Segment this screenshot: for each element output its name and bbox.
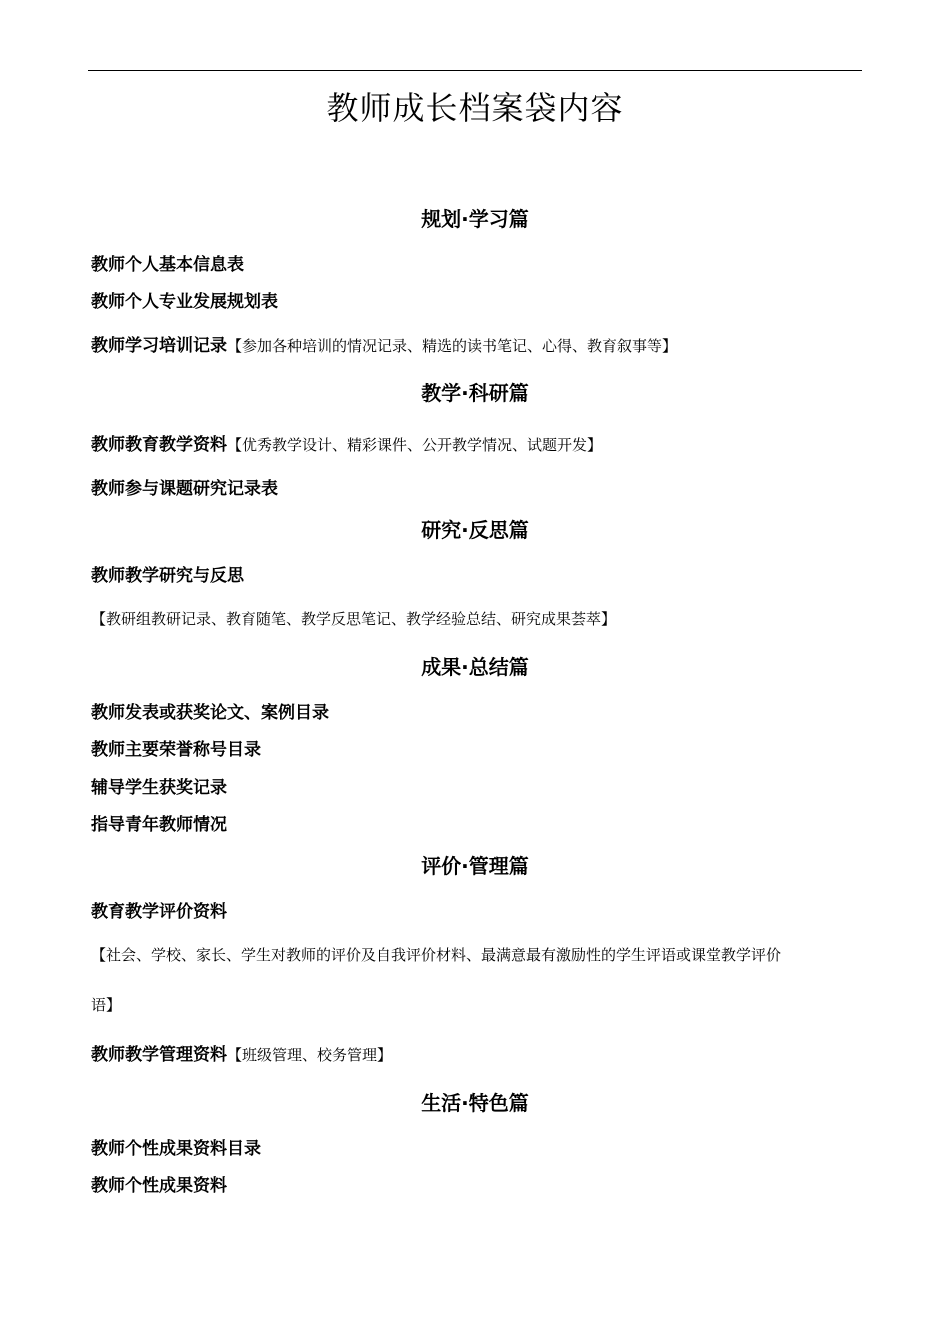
item-note: 【班级管理、校务管理】 (227, 1046, 393, 1064)
section-heading-results-summary: 成果·总结篇 (421, 655, 529, 679)
item-student-awards-record (91, 777, 227, 799)
item-label: 教师教学管理资料 (91, 1045, 227, 1065)
item-label: 教师个性成果资料目录 (91, 1139, 261, 1159)
item-project-research-record (91, 478, 278, 500)
item-label: 教师个性成果资料 (91, 1176, 227, 1196)
section-heading-life-features: 生活·特色篇 (421, 1091, 529, 1115)
item-basic-info-form (91, 254, 244, 276)
document-title: 教师成长档案袋内容 (326, 89, 624, 127)
item-label: 教师个人基本信息表 (91, 255, 244, 275)
item-personal-results-catalog (91, 1138, 261, 1160)
item-teaching-materials (91, 434, 602, 456)
item-evaluation-materials (91, 901, 227, 923)
item-training-record (91, 335, 677, 357)
item-note: 【参加各种培训的情况记录、精选的读书笔记、心得、教育叙事等】 (227, 337, 678, 355)
item-label: 教师教学研究与反思 (91, 566, 244, 586)
item-mentoring-young-teachers (91, 814, 227, 836)
item-papers-cases-catalog (91, 702, 329, 724)
item-development-plan-form (91, 291, 278, 313)
top-rule (88, 70, 862, 71)
item-label: 辅导学生获奖记录 (91, 778, 227, 798)
item-label: 教师学习培训记录 (91, 336, 227, 356)
item-label: 教师教育教学资料 (91, 435, 227, 455)
item-label: 教师参与课题研究记录表 (91, 479, 278, 499)
note-evaluation-details-continued: 语】 (91, 996, 122, 1014)
item-note: 【优秀教学设计、精彩课件、公开教学情况、试题开发】 (227, 436, 603, 454)
item-label: 教师个人专业发展规划表 (91, 292, 278, 312)
section-heading-evaluation-management: 评价·管理篇 (421, 854, 529, 878)
note-research-reflection-details: 【教研组教研记录、教育随笔、教学反思笔记、教学经验总结、研究成果荟萃】 (91, 610, 617, 628)
item-research-and-reflection (91, 565, 244, 587)
item-label: 教育教学评价资料 (91, 902, 227, 922)
section-heading-teaching-research: 教学·科研篇 (421, 381, 529, 405)
item-personal-results-materials (91, 1175, 227, 1197)
item-label: 教师主要荣誉称号目录 (91, 740, 261, 760)
note-evaluation-details: 【社会、学校、家长、学生对教师的评价及自我评价材料、最满意最有激励性的学生评语或课堂教学评价 (91, 946, 782, 964)
item-label: 教师发表或获奖论文、案例目录 (91, 703, 329, 723)
section-heading-research-reflection: 研究·反思篇 (421, 518, 529, 542)
item-label: 指导青年教师情况 (91, 815, 227, 835)
item-management-materials (91, 1044, 392, 1066)
item-honors-catalog (91, 739, 261, 761)
section-heading-planning-learning: 规划·学习篇 (421, 207, 529, 231)
